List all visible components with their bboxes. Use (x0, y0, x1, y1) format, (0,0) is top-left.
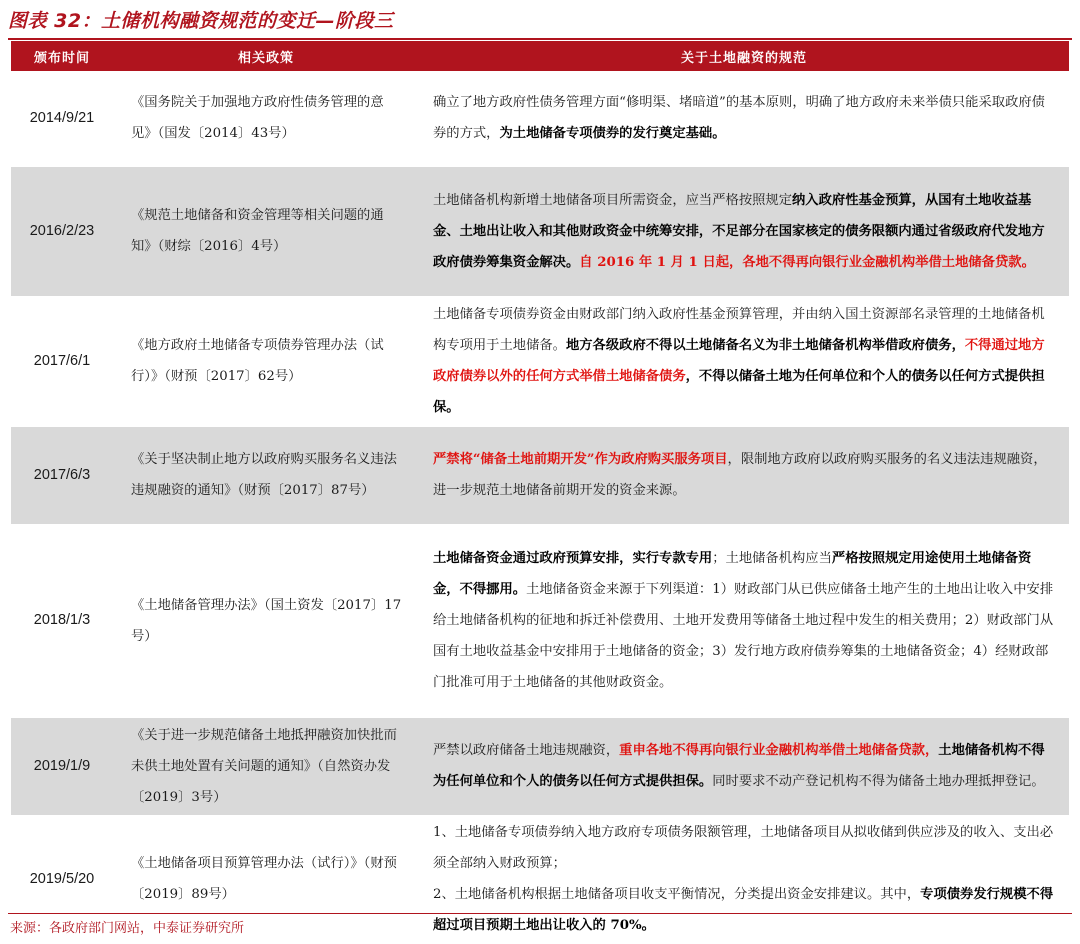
emphasis-text: ，不得以储备土地为任何单位和个人的债务以任何方式提供担保。 (433, 369, 1045, 415)
row-policy: 《土地储备项目预算管理办法（试行）》（财预〔2019〕89号） (131, 856, 397, 902)
row-policy: 《国务院关于加强地方政府性债务管理的意见》（国发〔2014〕43号） (131, 95, 384, 142)
row-regulation (419, 717, 1069, 815)
highlight-text-red: 严禁将“储备土地前期开发”作为政府购买服务项目 (433, 452, 728, 467)
title-divider (8, 38, 1072, 40)
table-row (11, 717, 1069, 815)
body-text: 同时要求不动产登记机构不得为储备土地办理抵押登记。 (712, 774, 1045, 789)
row-regulation (419, 296, 1069, 426)
emphasis-text: 严格按照规定用途使用土地储备资金，不得挪用。 (433, 551, 1032, 597)
body-text: ，限制地方政府以政府购买服务的名义违法违规融资，进一步规范土地储备前期开发的资金来源。 (433, 452, 1047, 498)
row-policy: 《土地储备管理办法》（国土资发〔2017〕17号） (131, 597, 402, 644)
body-text: 土地储备资金来源于下列渠道：1）财政部门从已供应储备土地产生的土地出让收入中安排给土地储备机构的征地和拆迁补偿费用、土地开发费用等储备土地过程中发生的相关费用；2）财政部门从国有土地收益基金中安排用于土地储备的资金；3）发行地方政府债券筹集的土地储备资金；4）经财政部门批准可用于土地储备的其他财政资金。 (433, 582, 1054, 690)
emphasis-text: 土地储备机构不得为任何单位和个人的债务以任何方式提供担保。 (433, 743, 1045, 789)
row-date: 2017/6/1 (33, 352, 91, 369)
figure-title: 图表 32：土储机构融资规范的变迁—阶段三 (8, 10, 394, 32)
table-header-row (11, 41, 1069, 71)
regulation-paragraph (433, 444, 1055, 506)
row-date: 2014/9/21 (29, 109, 95, 126)
regulation-paragraph (433, 543, 1055, 698)
row-date: 2016/2/23 (11, 166, 113, 296)
header-date: 颁布时间 (11, 41, 113, 71)
table-row (11, 296, 1069, 426)
regulation-paragraph (433, 87, 1055, 149)
row-date: 2019/5/20 (29, 870, 95, 887)
body-text: 2、土地储备机构根据土地储备项目收支平衡情况，分类提出资金安排建议。其中， (433, 887, 921, 902)
bottom-divider (8, 913, 1072, 914)
body-text: 土地储备机构新增土地储备项目所需资金，应当严格按照规定 (433, 192, 793, 208)
emphasis-text: 为土地储备专项债券的发行奠定基础。 (499, 126, 726, 142)
regulation-paragraph (433, 299, 1055, 423)
highlight-text-red: 重申各地不得再向银行业金融机构举借土地储备贷款， (619, 743, 939, 758)
highlight-text-red: 不得通过地方政府债券以外的任何方式举借土地储备债务 (433, 338, 1045, 384)
header-regulation: 关于土地融资的规范 (419, 41, 1069, 71)
row-regulation (419, 524, 1069, 717)
source-note: 来源：各政府部门网站，中泰证券研究所 (10, 921, 245, 936)
emphasis-text: 专项债券发行规模不得超过项目预期土地出让收入的 70%。 (433, 887, 1054, 933)
row-date: 2018/1/3 (33, 612, 91, 628)
row-policy: 《地方政府土地储备专项债券管理办法（试行）》（财预〔2017〕62号） (131, 338, 384, 384)
highlight-text-red: 自 2016 年 1 月 1 日起，各地不得再向银行业金融机构举借土地储备贷款。 (579, 254, 1035, 270)
table-row (11, 426, 1069, 524)
body-text: 确立了地方政府性债务管理方面“修明渠、堵暗道”的基本原则，明确了地方政府未来举债只能采取政府债券的方式， (433, 95, 1045, 142)
row-regulation (419, 426, 1069, 524)
emphasis-text: 纳入政府性基金预算，从国有土地收益基金、土地出让收入和其他财政资金中统筹安排，不足部分在国家核定的债务限额内通过省级政府代发地方政府债券筹集资金解决。 (433, 192, 1045, 270)
row-date: 2019/1/9 (11, 717, 113, 815)
body-text: 土地储备专项债券资金由财政部门纳入政府性基金预算管理，并由纳入国土资源部名录管理的土地储备机构专项用于土地储备。 (433, 307, 1045, 353)
body-text: ；土地储备机构应当 (712, 551, 832, 566)
row-policy: 《关于坚决制止地方以政府购买服务名义违法违规融资的通知》（财预〔2017〕87号） (113, 426, 419, 524)
regulation-paragraph (433, 735, 1055, 797)
row-policy: 《关于进一步规范储备土地抵押融资加快批而未供土地处置有关问题的通知》（自然资办发〔2019〕3号） (113, 717, 419, 815)
row-regulation (419, 815, 1069, 943)
policy-table (11, 41, 1069, 944)
body-text: 1、土地储备专项债券纳入地方政府专项债务限额管理，土地储备项目从拟收储到供应涉及的收入、支出必须全部纳入财政预算； (433, 825, 1054, 871)
row-regulation (419, 71, 1069, 166)
regulation-paragraph (433, 185, 1055, 278)
emphasis-text: 土地储备资金通过政府预算安排，实行专款专用 (433, 551, 713, 566)
header-policy: 相关政策 (113, 41, 419, 71)
regulation-paragraph (433, 879, 1055, 941)
table-row (11, 524, 1069, 717)
table-row (11, 71, 1069, 166)
table-row (11, 166, 1069, 296)
row-date: 2017/6/3 (11, 426, 113, 524)
emphasis-text: 地方各级政府不得以土地储备名义为非土地储备机构举借政府债务， (565, 338, 965, 353)
body-text: 严禁以政府储备土地违规融资， (433, 743, 620, 758)
row-regulation (419, 166, 1069, 296)
row-policy: 《规范土地储备和资金管理等相关问题的通知》（财综〔2016〕4号） (113, 166, 419, 296)
regulation-paragraph (433, 817, 1055, 879)
